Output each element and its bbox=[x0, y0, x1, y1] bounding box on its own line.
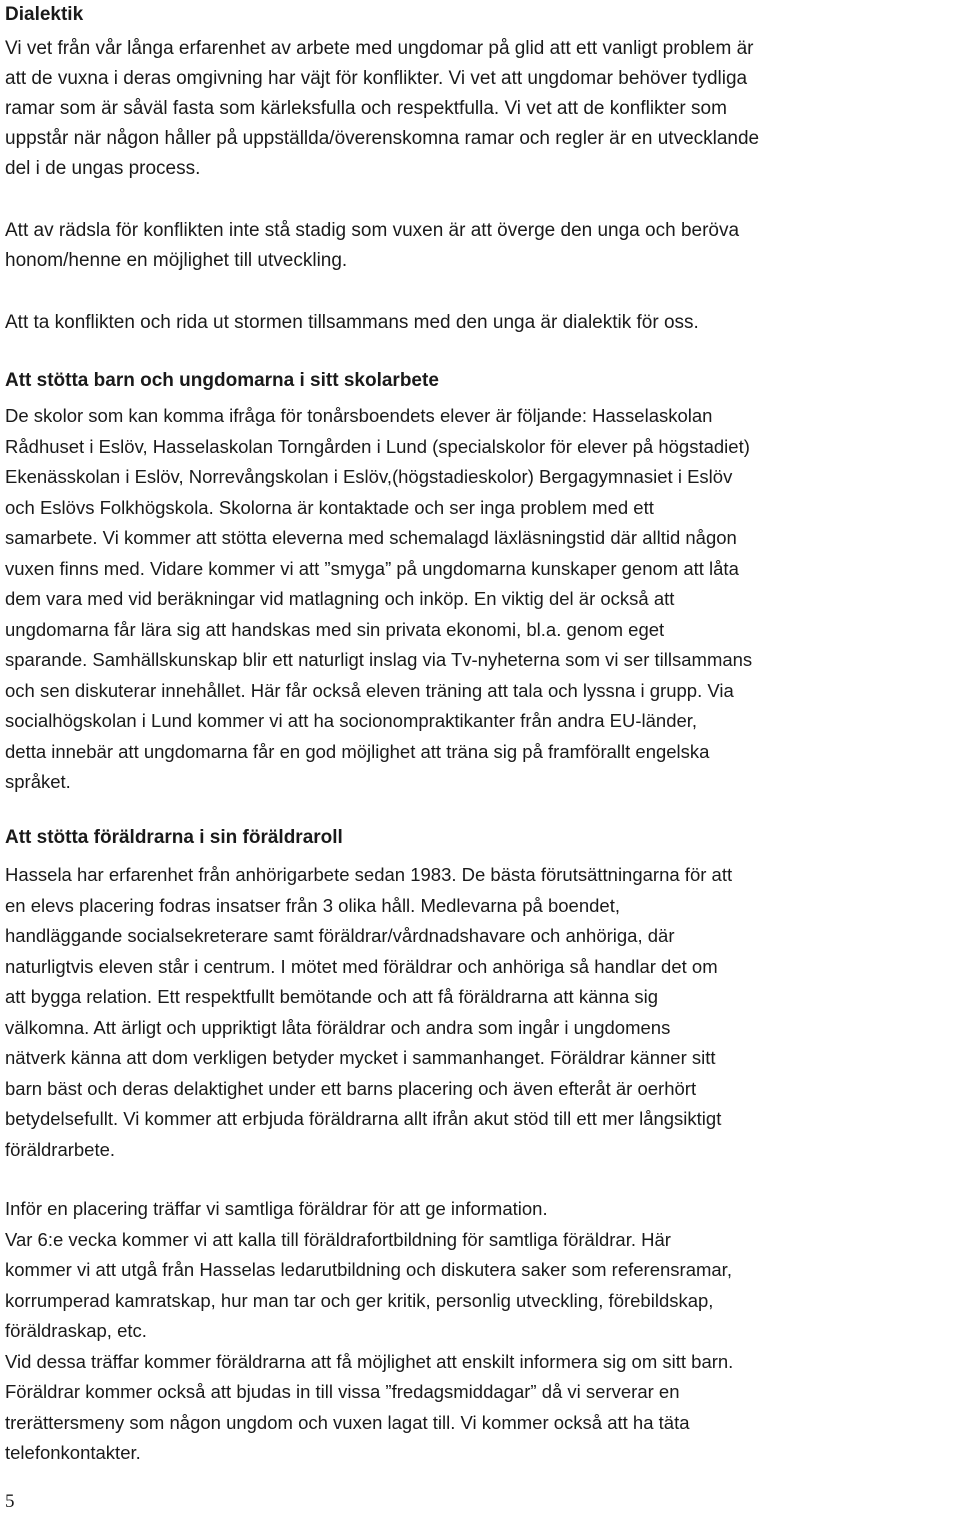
text-line: Vid dessa träffar kommer föräldrarna att få möjlighet att enskilt informera sig om sitt barn. bbox=[5, 1350, 734, 1372]
text-line: föräldrarbete. bbox=[5, 1138, 116, 1160]
paragraph-dialektik-3 bbox=[5, 308, 955, 338]
paragraph-foraldrar-2 bbox=[5, 1194, 955, 1469]
text-line: De skolor som kan komma ifråga för tonårsboendets elever är följande: Hasselaskolan bbox=[5, 405, 713, 426]
text-line: Att av rädsla för konflikten inte stå stadig som vuxen är att överge den unga och beröva bbox=[5, 220, 740, 241]
page-number: 5 bbox=[5, 1491, 15, 1512]
text-line: korrumperad kamratskap, hur man tar och ger kritik, personlig utveckling, förebildskap, bbox=[5, 1289, 714, 1311]
text-line: ramar som är såväl fasta som kärleksfulla och respektfulla. Vi vet att de konflikter som bbox=[5, 98, 727, 119]
text-line: honom/henne en möjlighet till utveckling. bbox=[5, 250, 348, 271]
text-line: detta innebär att ungdomarna får en god möjlighet att träna sig på framförallt engelska bbox=[5, 740, 710, 762]
text-line: Rådhuset i Eslöv, Hasselaskolan Torngården i Lund (specialskolor för elever på högstadiet) bbox=[5, 435, 750, 457]
text-line: Föräldrar kommer också att bjudas in till vissa ”fredagsmiddagar” då vi serverar en bbox=[5, 1381, 680, 1402]
text-line: betydelsefullt. Vi kommer att erbjuda föräldrarna allt ifrån akut stöd till ett mer långsiktigt bbox=[5, 1108, 722, 1129]
text-line: att de vuxna i deras omgivning har väjt för konflikter. Vi vet att ungdomar behöver tydliga bbox=[5, 68, 748, 89]
text-line: Att ta konflikten och rida ut stormen tillsammans med den unga är dialektik för oss. bbox=[5, 312, 699, 333]
text-line: och sen diskuterar innehållet. Här får också eleven träning att tala och lyssna i grupp. Via bbox=[5, 679, 734, 701]
text-line: naturligtvis eleven står i centrum. I mötet med föräldrar och anhöriga så handlar det om bbox=[5, 955, 718, 977]
paragraph-dialektik-2 bbox=[5, 216, 955, 276]
text-line: dem vara med vid beräkningar vid matlagning och inköp. En viktig del är också att bbox=[5, 588, 675, 609]
heading-dialektik: Dialektik bbox=[5, 4, 84, 25]
text-line: sparande. Samhällskunskap blir ett naturligt inslag via Tv-nyheterna som vi ser tillsammans bbox=[5, 649, 753, 670]
text-line: vuxen finns med. Vidare kommer vi att ”smyga” på ungdomarna kunskaper genom att låta bbox=[5, 557, 739, 579]
text-line: Ekenässkolan i Eslöv, Norrevångskolan i Eslöv,(högstadieskolor) Bergagymnasiet i Eslöv bbox=[5, 466, 733, 487]
text-line: Var 6:e vecka kommer vi att kalla till föräldrafortbildning för samtliga föräldrar. Här bbox=[5, 1228, 671, 1250]
text-line: kommer vi att utgå från Hasselas ledarutbildning och diskutera saker som referensramar, bbox=[5, 1259, 732, 1280]
text-line: välkomna. Att ärligt och uppriktigt låta föräldrar och andra som ingår i ungdomens bbox=[5, 1016, 671, 1038]
text-line: ungdomarna får lära sig att handskas med sin privata ekonomi, bl.a. genom eget bbox=[5, 618, 665, 640]
text-line: och Eslövs Folkhögskola. Skolorna är kontaktade och ser inga problem med ett bbox=[5, 496, 654, 518]
text-line: barn bäst och deras delaktighet under ett barns placering och även efteråt är oerhört bbox=[5, 1077, 697, 1099]
heading-skolarbete: Att stötta barn och ungdomarna i sitt skolarbete bbox=[5, 370, 439, 391]
text-line: nätverk känna att dom verkligen betyder mycket i sammanhanget. Föräldrar känner sitt bbox=[5, 1047, 716, 1068]
text-line: handläggande socialsekreterare samt föräldrar/vårdnadshavare och anhöriga, där bbox=[5, 925, 675, 946]
text-line: Inför en placering träffar vi samtliga föräldrar för att ge information. bbox=[5, 1198, 548, 1219]
text-line: uppstår när någon håller på uppställda/överenskomna ramar och regler är en utvecklande bbox=[5, 128, 760, 149]
text-line: att bygga relation. Ett respektfullt bemötande och att få föräldrarna att känna sig bbox=[5, 986, 659, 1007]
heading-foraldrar: Att stötta föräldrarna i sin föräldraroll bbox=[5, 827, 343, 848]
text-line: del i de ungas process. bbox=[5, 158, 201, 179]
paragraph-foraldrar-1 bbox=[5, 860, 955, 1165]
text-line: telefonkontakter. bbox=[5, 1442, 141, 1463]
text-line: språket. bbox=[5, 771, 71, 792]
text-line: samarbete. Vi kommer att stötta eleverna med schemalagd läxläsningstid där alltid någon bbox=[5, 527, 737, 548]
paragraph-skolarbete bbox=[5, 401, 955, 798]
text-line: socialhögskolan i Lund kommer vi att ha socionompraktikanter från andra EU-länder, bbox=[5, 710, 698, 731]
text-line: Hassela har erfarenhet från anhörigarbete sedan 1983. De bästa förutsättningarna för att bbox=[5, 864, 733, 885]
text-line: trerättersmeny som någon ungdom och vuxen lagat till. Vi kommer också att ha täta bbox=[5, 1411, 690, 1433]
text-line: Vi vet från vår långa erfarenhet av arbete med ungdomar på glid att ett vanligt problem är bbox=[5, 38, 754, 59]
paragraph-dialektik-1 bbox=[5, 34, 955, 184]
text-line: föräldraskap, etc. bbox=[5, 1320, 147, 1341]
text-line: en elevs placering fodras insatser från 3 olika håll. Medlevarna på boendet, bbox=[5, 894, 620, 916]
